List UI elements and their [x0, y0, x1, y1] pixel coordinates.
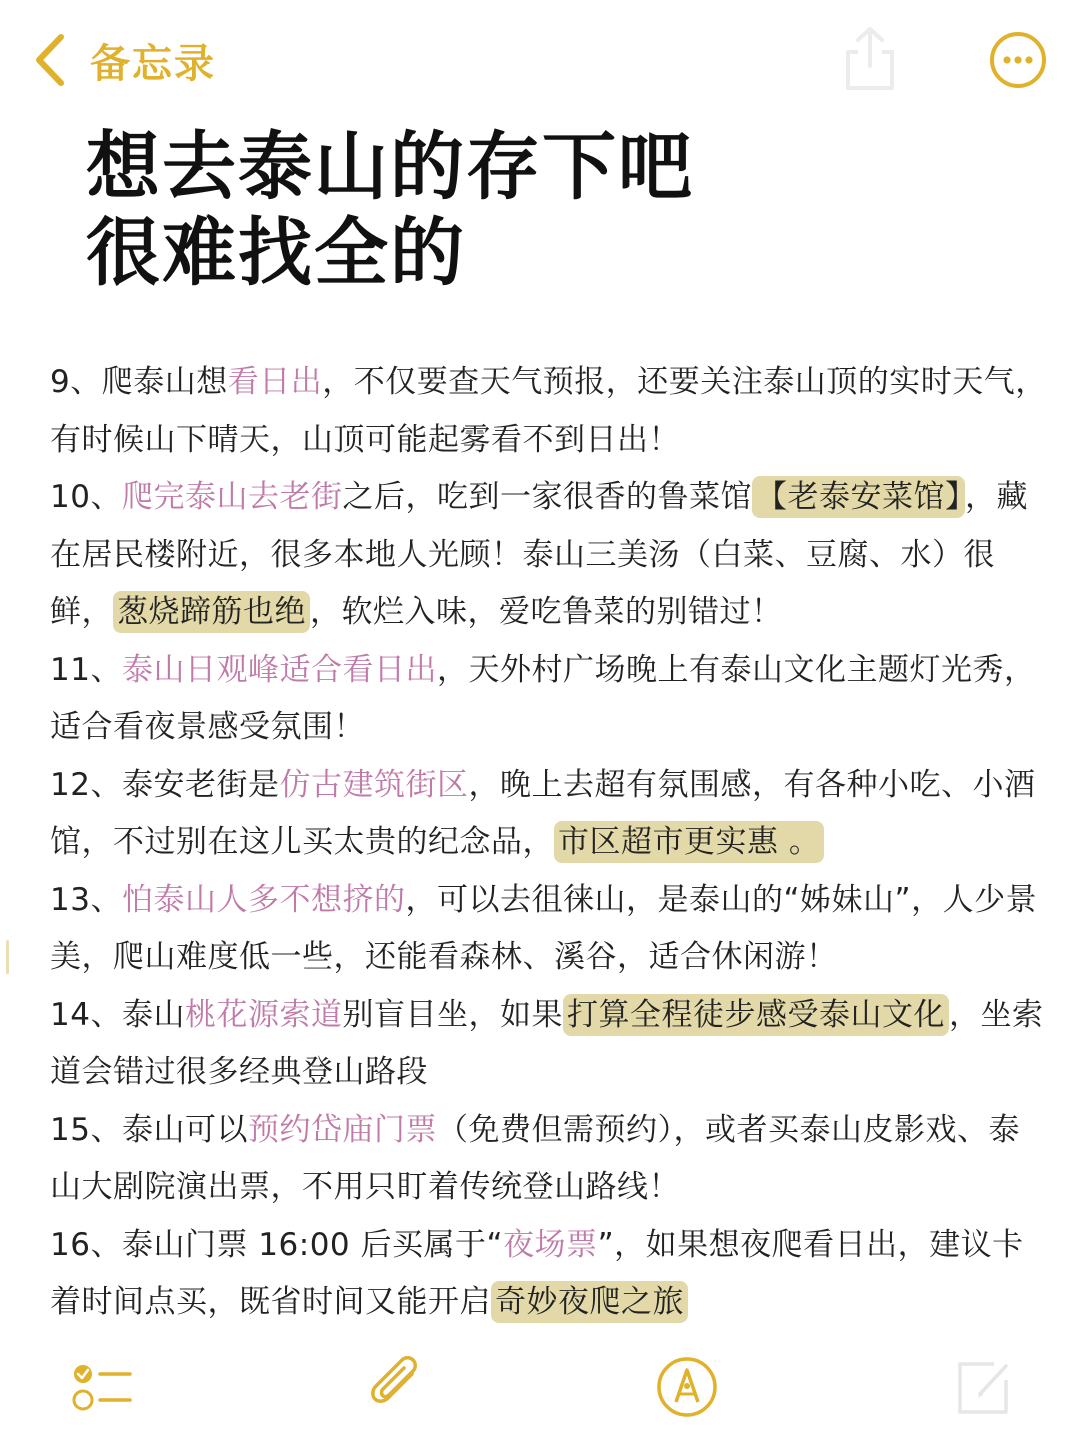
- pink-text-segment: 桃花源索道: [184, 996, 343, 1033]
- highlighted-text-segment: 打算全程徒步感受泰山文化: [563, 994, 949, 1036]
- note-item: [50, 757, 1050, 872]
- text-segment: 14、泰山: [50, 996, 185, 1033]
- checklist-icon: [68, 1354, 134, 1420]
- text-segment: 9、爬泰山想: [50, 364, 228, 400]
- attach-button[interactable]: [364, 1354, 430, 1420]
- top-navigation-bar: [0, 0, 1080, 120]
- highlighted-text-segment: 市区超市更实惠 。: [554, 821, 824, 863]
- text-segment: ，藏在居民楼附近，很多本地人光顾！泰山三美汤（白菜、豆腐、水）很鲜，: [50, 479, 1028, 630]
- text-segment: （免费但需预约），或者买泰山皮影戏、泰山大剧院演出票，不用只盯着传统登山路线！: [50, 1111, 1020, 1205]
- pen-tip-icon: [654, 1354, 720, 1420]
- text-segment: ”，如果想夜爬看日出，建议卡着时间点买，既省时间又能开启: [50, 1226, 1024, 1320]
- note-item: [50, 469, 1050, 642]
- text-segment: ，天外村广场晚上有泰山文化主题灯光秀，适合看夜景感受氛围！: [50, 651, 1036, 745]
- pink-text-segment: 仿古建筑街区: [279, 766, 469, 803]
- note-title-line-1: 想去泰山的存下吧: [86, 124, 694, 210]
- text-segment: 13、: [50, 881, 122, 918]
- note-item: [50, 987, 1050, 1102]
- text-cursor-marker: [6, 940, 9, 974]
- text-segment: 12、泰安老街是: [50, 766, 280, 803]
- more-icon: [988, 30, 1048, 90]
- pink-text-segment: 怕泰山人多不想挤的: [121, 881, 406, 918]
- pink-text-segment: 夜场票: [503, 1226, 598, 1263]
- bottom-toolbar: [0, 1340, 1080, 1440]
- text-segment: 别盲目坐，如果: [342, 996, 563, 1033]
- note-item: [50, 1102, 1050, 1217]
- highlighted-text-segment: 【老泰安菜馆】: [752, 476, 965, 518]
- highlighted-text-segment: 奇妙夜爬之旅: [491, 1281, 688, 1323]
- text-segment: 16、泰山门票 16:00 后买属于“: [50, 1226, 504, 1263]
- text-segment: 之后，吃到一家很香的鲁菜馆: [342, 479, 752, 515]
- paperclip-icon: [364, 1354, 430, 1420]
- note-item: [50, 872, 1050, 987]
- text-segment: ，坐索道会错过很多经典登山路段: [50, 996, 1044, 1090]
- note-body[interactable]: [50, 354, 1050, 1332]
- note-item: [50, 1217, 1050, 1332]
- back-button[interactable]: [28, 30, 216, 90]
- text-segment: ，不仅要查天气预报，还要关注泰山顶的实时天气，有时候山下晴天，山顶可能起雾看不到日出！: [50, 364, 1047, 458]
- text-segment: 10、: [50, 479, 122, 515]
- text-segment: ，软烂入味，爱吃鲁菜的别错过！: [310, 594, 783, 630]
- note-title-line-2: 很难找全的: [86, 210, 466, 296]
- share-button[interactable]: [840, 24, 900, 94]
- chevron-left-icon: [28, 32, 72, 88]
- checklist-button[interactable]: [68, 1354, 134, 1420]
- note-item: [50, 354, 1050, 469]
- pink-text-segment: 看日出: [227, 364, 323, 400]
- markup-button[interactable]: [654, 1354, 720, 1420]
- text-segment: ，晚上去超有氛围感，有各种小吃、小酒馆，不过别在这儿买太贵的纪念品，: [50, 766, 1036, 860]
- note-item: [50, 642, 1050, 757]
- pink-text-segment: 泰山日观峰适合看日出: [121, 651, 437, 688]
- highlighted-text-segment: 葱烧蹄筋也绝: [113, 591, 310, 633]
- share-icon: [840, 24, 900, 94]
- compose-button[interactable]: [950, 1354, 1016, 1420]
- text-segment: 15、泰山可以: [50, 1111, 248, 1148]
- pink-text-segment: 爬完泰山去老街: [121, 479, 343, 515]
- more-button[interactable]: [988, 30, 1048, 90]
- pink-text-segment: 预约岱庙门票: [247, 1111, 437, 1148]
- text-segment: ，可以去徂徕山，是泰山的“姊妹山”，人少景美，爬山难度低一些，还能看森林、溪谷，适合休闲游！: [50, 881, 1038, 975]
- compose-icon: [950, 1354, 1016, 1420]
- note-title: [86, 124, 986, 296]
- back-label: 备忘录: [90, 40, 216, 87]
- text-segment: 11、: [50, 651, 122, 688]
